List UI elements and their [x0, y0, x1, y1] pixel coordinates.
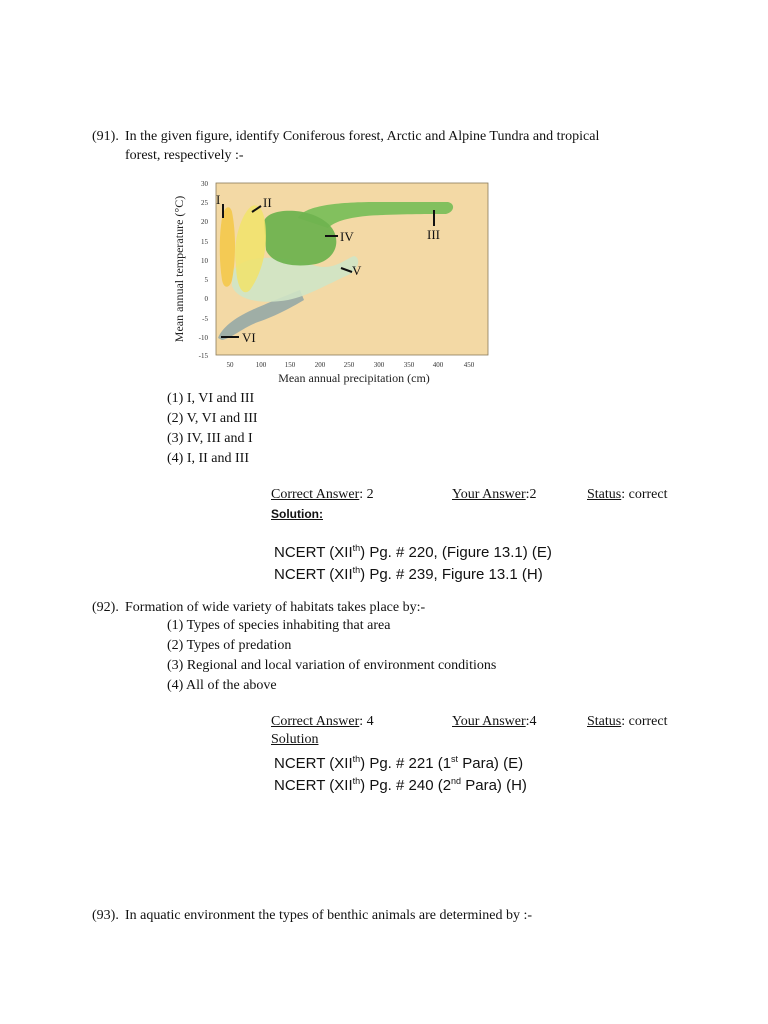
x-tick: 50 — [226, 361, 234, 369]
q91-correct-answer — [271, 487, 374, 503]
option: (3) Regional and local variation of environment conditions — [167, 658, 497, 673]
y-tick: -15 — [198, 352, 208, 360]
x-tick: 100 — [255, 361, 267, 369]
option: (3) IV, III and I — [167, 431, 253, 446]
ref-sup: th — [352, 776, 361, 786]
correct-answer-label: Correct Answer — [271, 714, 360, 729]
q92-number: (92). — [92, 600, 119, 615]
q91-options — [167, 389, 258, 469]
y-tick: 10 — [201, 257, 208, 265]
region-label: III — [427, 227, 440, 242]
y-tick: 15 — [201, 238, 208, 246]
x-tick: 250 — [343, 361, 355, 369]
q91-status — [587, 487, 667, 503]
option: (2) Types of predation — [167, 638, 292, 653]
ref-text: Para) (H) — [461, 777, 527, 794]
y-tick: -10 — [198, 334, 208, 342]
ref-text: NCERT (XII — [274, 544, 353, 561]
q91-reference-2 — [274, 559, 543, 586]
q92-options — [167, 616, 496, 696]
option: (4) All of the above — [167, 678, 277, 693]
y-tick: -5 — [202, 315, 208, 323]
region-label: V — [352, 263, 362, 278]
x-axis-label: Mean annual precipitation (cm) — [278, 371, 430, 385]
y-tick: 25 — [201, 199, 208, 207]
q91-text-line1: In the given figure, identify Coniferous forest, Arctic and Alpine Tundra and tropical — [125, 129, 600, 144]
status-value: : correct — [621, 487, 668, 502]
ref-text: Para) (E) — [458, 755, 524, 772]
x-tick: 150 — [284, 361, 296, 369]
your-answer-value: :2 — [525, 487, 537, 502]
y-tick: 5 — [204, 276, 208, 284]
your-answer-label: Your Answer — [452, 714, 526, 729]
ref-sup: th — [352, 543, 361, 553]
y-tick: 30 — [201, 180, 208, 188]
q92-text: Formation of wide variety of habitats takes place by:- — [125, 600, 426, 615]
ref-text: ) Pg. # 221 (1 — [360, 755, 452, 772]
region-label: VI — [242, 330, 256, 345]
ref-text: NCERT (XII — [274, 777, 353, 794]
y-tick: 0 — [204, 295, 208, 303]
q93-text: In aquatic environment the types of benthic animals are determined by :- — [125, 908, 533, 923]
ref-text: ) Pg. # 240 (2 — [360, 777, 452, 794]
q92-solution-label: Solution — [271, 732, 319, 747]
option: (2) V, VI and III — [167, 411, 258, 426]
correct-answer-value: : 4 — [359, 714, 374, 729]
q91-text — [125, 127, 665, 165]
q93-number: (93). — [92, 908, 119, 923]
ref-text: ) Pg. # 220, (Figure 13.1) (E) — [360, 544, 552, 561]
q92-correct-answer — [271, 714, 374, 730]
x-tick: 350 — [403, 361, 415, 369]
y-axis-label: Mean annual temperature (°C) — [172, 195, 186, 343]
q91-text-line2: forest, respectively :- — [125, 148, 244, 163]
status-label: Status — [587, 714, 622, 729]
ref-sup: th — [352, 754, 361, 764]
ref-sup: st — [451, 754, 459, 764]
your-answer-label: Your Answer — [452, 487, 526, 502]
ref-text: NCERT (XII — [274, 755, 353, 772]
ref-sup: nd — [451, 776, 462, 786]
correct-answer-label: Correct Answer — [271, 487, 360, 502]
option: (4) I, II and III — [167, 451, 250, 466]
status-label: Status — [587, 487, 622, 502]
region-i — [220, 207, 235, 287]
region-label: IV — [340, 229, 354, 244]
q91-number: (91). — [92, 129, 119, 144]
option: (1) Types of species inhabiting that area — [167, 618, 391, 633]
q92-reference-2 — [274, 770, 527, 797]
ref-text: NCERT (XII — [274, 566, 353, 583]
ref-text: ) Pg. # 239, Figure 13.1 (H) — [360, 566, 543, 583]
region-label: I — [216, 192, 221, 207]
ref-sup: th — [352, 565, 361, 575]
correct-answer-value: : 2 — [359, 487, 374, 502]
status-value: : correct — [621, 714, 668, 729]
x-tick: 200 — [314, 361, 326, 369]
q91-solution-label: Solution: — [271, 507, 323, 521]
x-tick: 300 — [373, 361, 385, 369]
option: (1) I, VI and III — [167, 391, 255, 406]
x-tick: 400 — [432, 361, 444, 369]
q92-status — [587, 714, 667, 730]
y-tick: 20 — [201, 218, 208, 226]
q92-your-answer — [452, 714, 537, 730]
q91-your-answer — [452, 487, 537, 503]
biome-figure — [166, 172, 496, 390]
region-label: II — [263, 195, 272, 210]
x-tick: 450 — [463, 361, 475, 369]
your-answer-value: :4 — [525, 714, 537, 729]
